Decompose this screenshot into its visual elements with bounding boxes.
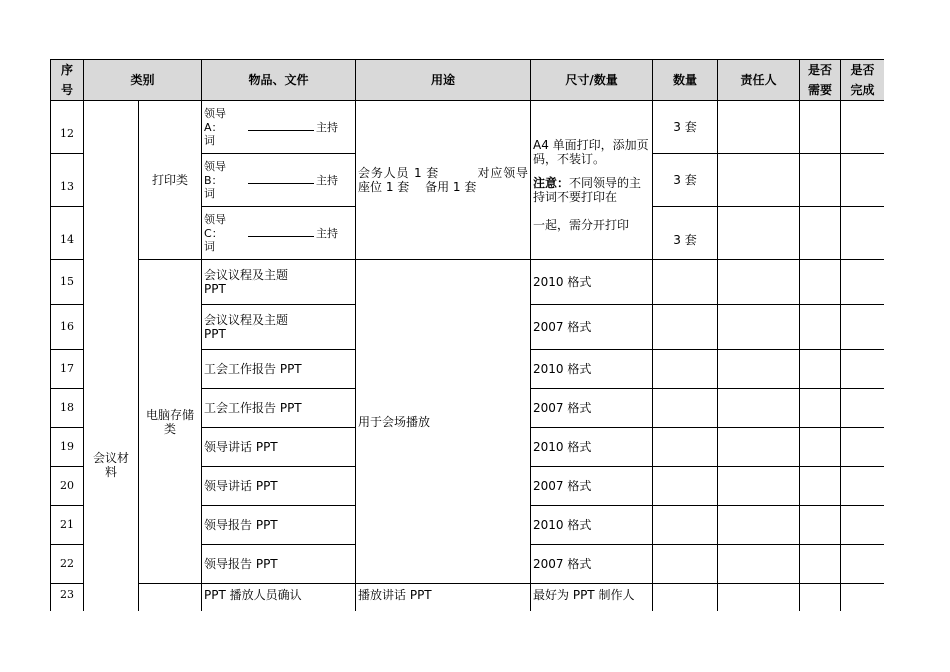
need-cell[interactable] <box>800 389 841 428</box>
need-cell[interactable] <box>800 350 841 389</box>
need-cell[interactable] <box>800 506 841 545</box>
qty-cell: 3 套 <box>653 154 718 207</box>
qty-cell[interactable] <box>653 584 718 612</box>
done-cell[interactable] <box>841 467 884 506</box>
header-usage: 用途 <box>356 60 531 101</box>
owner-cell[interactable] <box>718 350 800 389</box>
item-cell: 会议议程及主题 PPT <box>202 305 356 350</box>
size-cell: 2010 格式 <box>531 506 653 545</box>
row-number: 13 <box>51 154 84 207</box>
done-cell[interactable] <box>841 101 884 154</box>
row-number: 19 <box>51 428 84 467</box>
item-cell: 领导讲话 PPT <box>202 428 356 467</box>
row-number: 23 <box>51 584 84 612</box>
qty-cell[interactable] <box>653 545 718 584</box>
need-cell[interactable] <box>800 305 841 350</box>
table-row <box>51 260 885 305</box>
row-number: 14 <box>51 207 84 260</box>
size-cell: 2010 格式 <box>531 428 653 467</box>
size-cell: 2010 格式 <box>531 350 653 389</box>
owner-cell[interactable] <box>718 154 800 207</box>
header-row <box>51 60 885 101</box>
item-cell: 工会工作报告 PPT <box>202 389 356 428</box>
need-cell[interactable] <box>800 428 841 467</box>
qty-cell: 3 套 <box>653 101 718 154</box>
pc-usage: 用于会场播放 <box>356 260 531 584</box>
size-cell: 2010 格式 <box>531 260 653 305</box>
category-cell <box>139 584 202 612</box>
row-number: 18 <box>51 389 84 428</box>
item-cell: 领导 A： 主持 词 <box>202 101 356 154</box>
done-cell[interactable] <box>841 260 884 305</box>
done-cell[interactable] <box>841 545 884 584</box>
owner-cell[interactable] <box>718 467 800 506</box>
qty-cell[interactable] <box>653 350 718 389</box>
print-size: A4 单面打印，添加页码，不装订。 注意：不同领导的主持词不要打印在 一起，需分开打印 <box>531 101 653 260</box>
header-seq: 序 号 <box>51 60 84 101</box>
owner-cell[interactable] <box>718 428 800 467</box>
item-cell: 领导报告 PPT <box>202 506 356 545</box>
done-cell[interactable] <box>841 154 884 207</box>
qty-cell[interactable] <box>653 506 718 545</box>
checklist-page <box>50 59 884 611</box>
item-cell: PPT 播放人员确认 <box>202 584 356 612</box>
done-cell[interactable] <box>841 350 884 389</box>
need-cell[interactable] <box>800 154 841 207</box>
qty-cell[interactable] <box>653 467 718 506</box>
size-cell: 2007 格式 <box>531 545 653 584</box>
done-cell[interactable] <box>841 207 884 260</box>
row-number: 16 <box>51 305 84 350</box>
qty-cell: 3 套 <box>653 207 718 260</box>
done-cell[interactable] <box>841 305 884 350</box>
header-item: 物品、文件 <box>202 60 356 101</box>
need-cell[interactable] <box>800 584 841 612</box>
category-main: 会议材料 <box>84 101 139 612</box>
row-number: 15 <box>51 260 84 305</box>
need-cell[interactable] <box>800 260 841 305</box>
owner-cell[interactable] <box>718 101 800 154</box>
materials-table <box>50 59 884 611</box>
owner-cell[interactable] <box>718 389 800 428</box>
row-number: 22 <box>51 545 84 584</box>
item-cell: 领导讲话 PPT <box>202 467 356 506</box>
header-category: 类别 <box>84 60 202 101</box>
need-cell[interactable] <box>800 207 841 260</box>
owner-cell[interactable] <box>718 305 800 350</box>
owner-cell[interactable] <box>718 260 800 305</box>
size-cell: 2007 格式 <box>531 467 653 506</box>
qty-cell[interactable] <box>653 428 718 467</box>
owner-cell[interactable] <box>718 545 800 584</box>
done-cell[interactable] <box>841 584 884 612</box>
owner-cell[interactable] <box>718 207 800 260</box>
header-need: 是否 需要 <box>800 60 841 101</box>
row-number: 21 <box>51 506 84 545</box>
need-cell[interactable] <box>800 101 841 154</box>
owner-cell[interactable] <box>718 506 800 545</box>
done-cell[interactable] <box>841 506 884 545</box>
print-usage: 会务人员 1 套 对应领导座位 1 套 备用 1 套 <box>356 101 531 260</box>
table-row <box>51 584 885 612</box>
item-cell: 领导 C： 主持 词 <box>202 207 356 260</box>
header-owner: 责任人 <box>718 60 800 101</box>
row-number: 20 <box>51 467 84 506</box>
item-cell: 领导 B： 主持 词 <box>202 154 356 207</box>
category-print: 打印类 <box>139 101 202 260</box>
qty-cell[interactable] <box>653 260 718 305</box>
item-cell: 会议议程及主题 PPT <box>202 260 356 305</box>
header-qty: 数量 <box>653 60 718 101</box>
header-done: 是否 完成 <box>841 60 884 101</box>
row-number: 17 <box>51 350 84 389</box>
qty-cell[interactable] <box>653 305 718 350</box>
category-pc: 电脑存储类 <box>139 260 202 584</box>
header-size: 尺寸/数量 <box>531 60 653 101</box>
usage-cell: 播放讲话 PPT <box>356 584 531 612</box>
size-cell: 2007 格式 <box>531 389 653 428</box>
need-cell[interactable] <box>800 545 841 584</box>
owner-cell[interactable] <box>718 584 800 612</box>
row-number: 12 <box>51 101 84 154</box>
done-cell[interactable] <box>841 428 884 467</box>
done-cell[interactable] <box>841 389 884 428</box>
size-cell: 2007 格式 <box>531 305 653 350</box>
size-cell: 最好为 PPT 制作人 <box>531 584 653 612</box>
item-cell: 工会工作报告 PPT <box>202 350 356 389</box>
need-cell[interactable] <box>800 467 841 506</box>
table-row <box>51 101 885 154</box>
item-cell: 领导报告 PPT <box>202 545 356 584</box>
qty-cell[interactable] <box>653 389 718 428</box>
